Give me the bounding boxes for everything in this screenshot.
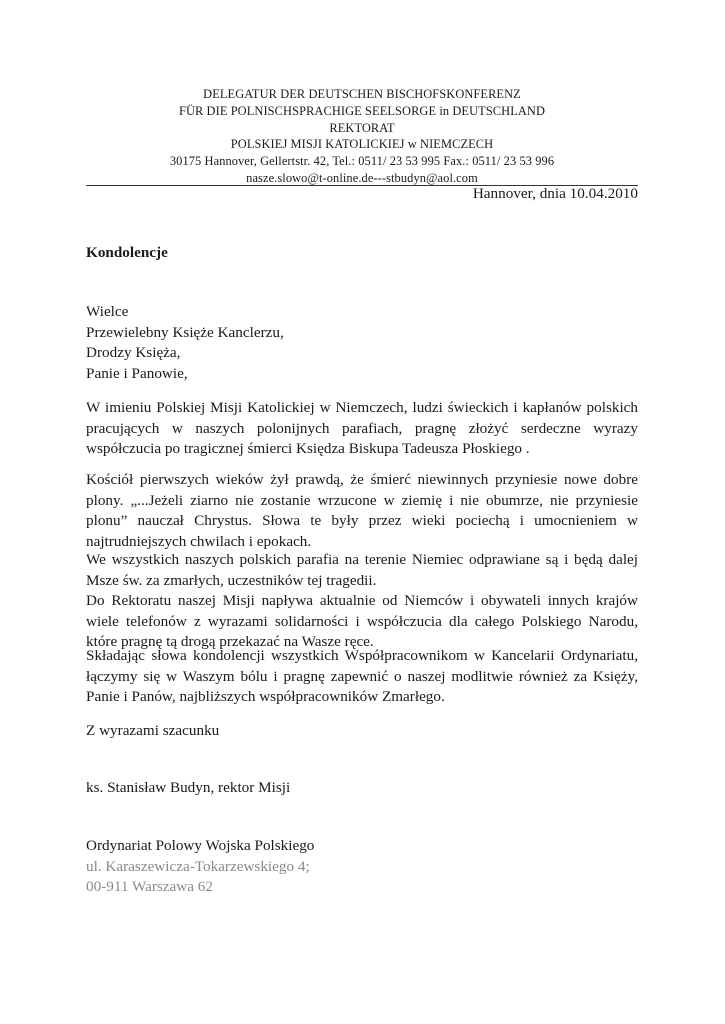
recipient-street: ul. Karaszewicza-Tokarzewskiego 4; [86,857,310,875]
recipient-city: 00-911 Warszawa 62 [86,878,213,895]
recipient-address [86,836,638,898]
salutation-line: Drodzy Księża, [86,344,181,361]
signature: ks. Stanisław Budyn, rektor Misji [86,779,291,796]
paragraph-solidarity: Do Rektoratu naszej Misji napływa aktualnie od Niemców i obywateli innych krajów wiele telefonów z wyrazami solidarności i współczucia dla całego Polskiego Narodu, które pragnę tą drogą przekazać na Wasze ręce. [86,592,638,650]
letterhead-line-rectorate: REKTORAT [329,120,395,135]
salutation-line: Panie i Panowie, [86,364,188,382]
letterhead [86,86,638,187]
letterhead-line-purpose: FÜR DIE POLNISCHSPRACHIGE SEELSORGE in DEUTSCHLAND [178,103,546,118]
salutation [86,302,638,384]
letterhead-line-mission: POLSKIEJ MISJI KATOLICKIEJ w NIEMCZECH [230,137,494,152]
paragraph-masses: We wszystkich naszych polskich parafia na terenie Niemiec odprawiane są i będą dalej Msze św. za zmarłych, uczestników tej tragedii. [86,551,638,589]
letter-date: Hannover, dnia 10.04.2010 [472,185,638,202]
letter-title: Kondolencje [86,244,168,261]
letterhead-line-email: nasze.slowo@t-online.de---stbudyn@aol.com [246,170,478,185]
paragraph-prayer: Składając słowa kondolencji wszystkich Współpracownikom w Kancelarii Ordynariatu, łączymy się w Waszym bólu i pragnę zapewnić o naszej modlitwie również za Księży, Panie i Panów, najbliższych współpracowników Zmarłego. [86,647,638,705]
paragraph-church: Kościół pierwszych wieków żył prawdą, że śmierć niewinnych przyniesie nowe dobre plony. „...Jeżeli ziarno nie zostanie wrzucone w ziemię i nie obumrze, nie przyniesie plonu” nauczał Chrystus. Słowa te były przez wieki pociechą i umocnieniem w najtrudniejszych chwilach i epokach. [86,471,638,550]
paragraph-condolence: W imieniu Polskiej Misji Katolickiej w Niemczech, ludzi świeckich i kapłanów polskich pracujących w naszych polonijnych parafiach, pragnę złożyć serdeczne wyrazy współczucia po tragicznej śmierci Księdza Biskupa Tadeusza Płoskiego . [86,399,638,457]
letterhead-line-organization: DELEGATUR DER DEUTSCHEN BISCHOFSKONFERENZ [203,87,521,101]
closing: Z wyrazami szacunku [86,722,220,739]
salutation-line: Przewielebny Księże Kanclerzu, [86,323,284,341]
letterhead-line-address: 30175 Hannover, Gellertstr. 42, Tel.: 0511/ 23 53 995 Fax.: 0511/ 23 53 996 [169,154,555,169]
salutation-line: Wielce [86,303,129,320]
recipient-name: Ordynariat Polowy Wojska Polskiego [86,837,315,854]
